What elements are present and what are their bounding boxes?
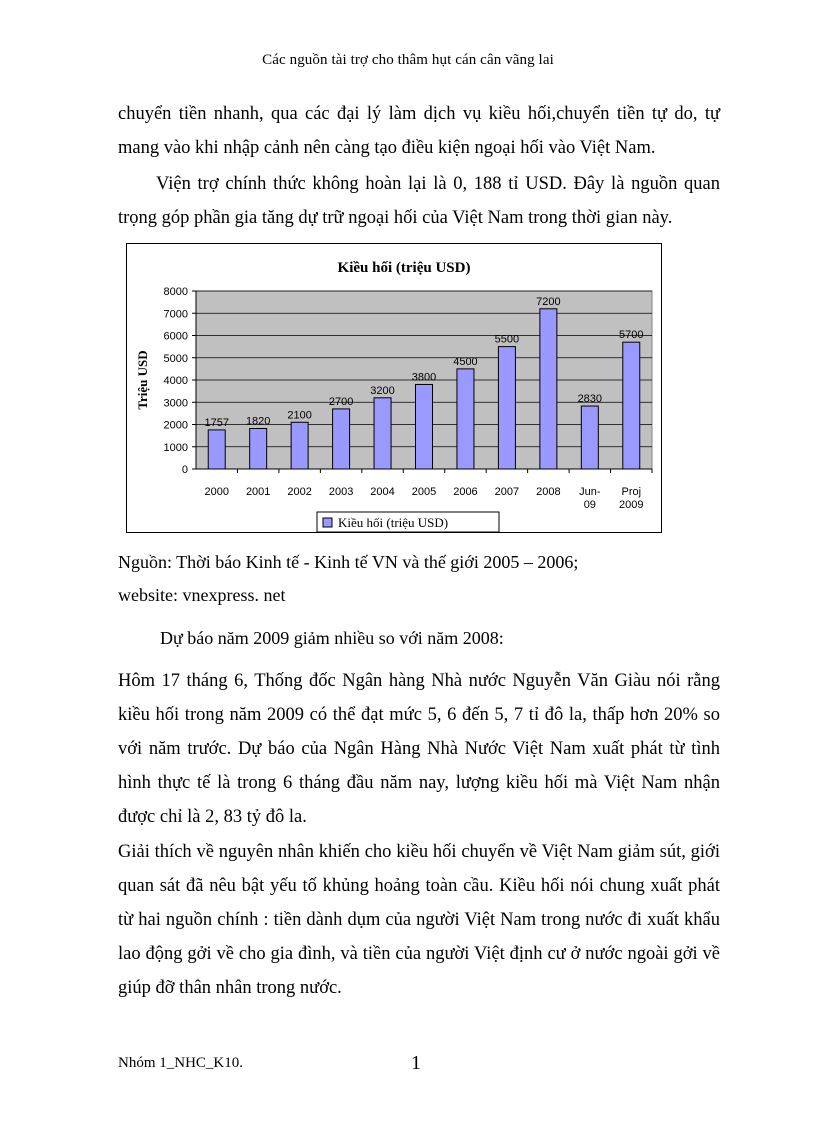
data-label: 7200 (536, 295, 561, 308)
paragraph-forecast: Hôm 17 tháng 6, Thống đốc Ngân hàng Nhà nước Nguyễn Văn Giàu nói rằng kiều hối trong năm 2009 có thể đạt mức 5, 6 đến 5, 7 tỉ đô la, thấp hơn 20% so với năm trước. Dự báo của Ngân Hàng Nhà Nước Việt Nam xuất phát từ tình hình thực tế là trong 6 tháng đầu năm nay, lượng kiều hối mà Việt Nam nhận được chỉ là 2, 83 tỷ đô la. (118, 671, 720, 827)
x-tick-label: 2002 (287, 486, 312, 498)
data-label: 5500 (494, 333, 520, 346)
paragraph-explanation: Giải thích về nguyên nhân khiến cho kiều hối chuyển về Việt Nam giảm sút, giới quan sát đã nêu bật yếu tố khủng hoảng toàn cầu. Kiều hối nói chung xuất phát từ hai nguồn chính : tiền dành dụm của người Việt Nam trong nước đi xuất khẩu lao động gởi về cho gia đình, và tiền của người Việt định cư ở nước ngoài gởi về giúp đỡ thân nhân trong nước. (118, 842, 720, 998)
y-tick-label: 0 (181, 464, 188, 476)
bar-2001 (250, 429, 267, 469)
x-tick-label: 09 (583, 499, 596, 511)
bar-2000 (208, 430, 225, 469)
y-tick-label: 3000 (163, 397, 188, 410)
chart-title: Kiều hối (triệu USD) (337, 260, 471, 276)
x-tick-label: Jun- (579, 486, 601, 498)
x-tick-label: 2003 (328, 486, 354, 498)
paragraph-official-aid: Viện trợ chính thức không hoàn lại là 0, 188 tỉ USD. Đây là nguồn quan trọng góp phần gia tăng dự trữ ngoại hối của Việt Nam trong thời gian này. (118, 174, 720, 228)
y-tick-label: 8000 (163, 286, 188, 298)
section-heading: Dự báo năm 2009 giảm nhiều so với năm 2008: (160, 628, 504, 648)
bar-Jun-09 (581, 406, 598, 469)
bar-2004 (374, 398, 391, 469)
paragraph-remittance-channels: chuyển tiền nhanh, qua các đại lý làm dịch vụ kiều hối,chuyển tiền tự do, tự mang vào khi nhập cảnh nên càng tạo điều kiện ngoại hối vào Việt Nam. (118, 104, 720, 158)
x-tick-label: 2001 (245, 486, 271, 498)
remittance-chart-svg (127, 244, 663, 534)
data-label: 5700 (619, 329, 644, 342)
y-axis-label: Triệu USD (135, 350, 150, 410)
data-label: 3200 (370, 384, 395, 397)
data-label: 2700 (328, 395, 354, 408)
data-label: 3800 (411, 371, 437, 384)
y-tick-label: 1000 (163, 441, 188, 454)
legend-label: Kiều hối (triệu USD) (338, 515, 449, 530)
x-tick-label: Proj (621, 486, 642, 498)
x-tick-label: 2009 (619, 499, 644, 511)
y-tick-label: 5000 (163, 352, 188, 365)
x-tick-label: 2006 (453, 486, 478, 498)
data-label: 4500 (453, 355, 478, 368)
legend-swatch (323, 518, 332, 527)
bar-2006 (457, 369, 474, 469)
bar-Proj 2009 (623, 342, 640, 469)
x-tick-label: 2000 (204, 486, 229, 498)
data-label: 2100 (287, 409, 312, 422)
x-tick-label: 2004 (370, 486, 395, 498)
x-tick-label: 2008 (536, 486, 561, 498)
remittance-chart (126, 243, 662, 533)
bar-2007 (498, 347, 515, 469)
data-label: 2830 (577, 393, 603, 406)
page-header: Các nguồn tài trợ cho thâm hụt cán cân vãng lai (262, 52, 554, 68)
page-number: 1 (411, 1052, 421, 1074)
bar-2002 (291, 422, 308, 469)
data-label: 1757 (204, 416, 229, 429)
y-tick-label: 7000 (163, 308, 188, 321)
y-tick-label: 6000 (163, 330, 188, 343)
y-tick-label: 2000 (163, 419, 188, 432)
footer-group: Nhóm 1_NHC_K10. (118, 1055, 244, 1071)
bar-2008 (540, 309, 557, 469)
y-tick-label: 4000 (163, 375, 188, 387)
source-website: website: vnexpress. net (118, 585, 286, 605)
data-label: 1820 (245, 415, 271, 428)
x-tick-label: 2005 (411, 486, 437, 498)
bar-2003 (333, 409, 350, 469)
source-line: Nguồn: Thời báo Kinh tế - Kinh tế VN và thế giới 2005 – 2006; (118, 552, 579, 572)
bar-2005 (416, 384, 433, 469)
x-tick-label: 2007 (494, 486, 520, 498)
